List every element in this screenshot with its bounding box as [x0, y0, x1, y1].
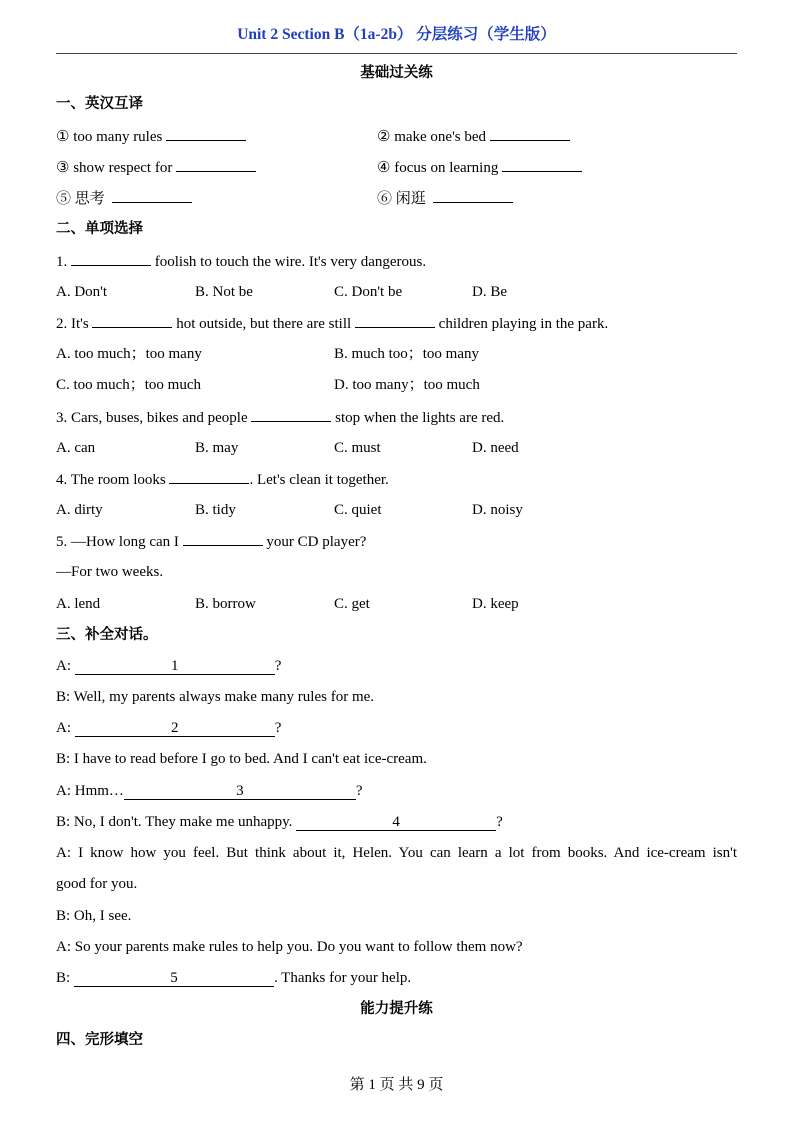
q1-option-d[interactable]: D. Be	[472, 284, 507, 300]
dialogue-blank-4[interactable]: 4	[296, 814, 496, 831]
q4-option-a[interactable]: A. dirty	[56, 502, 103, 518]
q1-option-b[interactable]: B. Not be	[195, 284, 253, 300]
answer-blank[interactable]	[433, 188, 513, 203]
dialogue-blank-2[interactable]: 2	[75, 720, 275, 737]
answer-blank[interactable]	[355, 313, 435, 328]
dialogue-blank-3[interactable]: 3	[124, 783, 356, 800]
answer-blank[interactable]	[166, 126, 246, 141]
dialogue-line-5: A: Hmm… 3 ?	[56, 783, 363, 799]
dialogue-line-9: B: Oh, I see.	[56, 908, 132, 924]
q3-option-c[interactable]: C. must	[334, 440, 381, 456]
part4-heading: 四、完形填空	[56, 1032, 143, 1048]
q1-option-c[interactable]: C. Don't be	[334, 284, 403, 300]
part1-heading: 一、英汉互译	[56, 96, 143, 112]
page-header: Unit 2 Section B（1a-2b） 分层练习（学生版）	[237, 26, 556, 43]
dialogue-blank-5[interactable]: 5	[74, 970, 274, 987]
answer-blank[interactable]	[183, 531, 263, 546]
q5-option-b[interactable]: B. borrow	[195, 596, 256, 612]
q3-option-b[interactable]: B. may	[195, 440, 239, 456]
q3-option-a[interactable]: A. can	[56, 440, 96, 456]
dialogue-line-2: B: Well, my parents always make many rules for me.	[56, 689, 375, 705]
answer-blank[interactable]	[112, 188, 192, 203]
part3-heading: 三、补全对话。	[56, 627, 158, 643]
dialogue-line-8: good for you.	[56, 876, 138, 892]
answer-blank[interactable]	[176, 157, 256, 172]
answer-blank[interactable]	[169, 469, 249, 484]
answer-blank[interactable]	[502, 157, 582, 172]
dialogue-line-10: A: So your parents make rules to help you. Do you want to follow them now?	[56, 939, 523, 955]
q2-option-d[interactable]: D. too many；too much	[334, 377, 480, 393]
part1-item-2: ② make one's bed	[377, 126, 570, 147]
header-divider	[56, 53, 737, 54]
q3-stem: 3. Cars, buses, bikes and people stop when the lights are red.	[56, 407, 504, 428]
section-title-advanced: 能力提升练	[360, 1001, 433, 1017]
answer-blank[interactable]	[92, 313, 172, 328]
dialogue-line-4: B: I have to read before I go to bed. And I can't eat ice-cream.	[56, 751, 427, 767]
part2-heading: 二、单项选择	[56, 221, 143, 237]
part1-item-4: ④ focus on learning	[377, 157, 582, 178]
q4-option-d[interactable]: D. noisy	[472, 502, 523, 518]
dialogue-line-11: B: 5 . Thanks for your help.	[56, 970, 412, 986]
q4-stem: 4. The room looks . Let's clean it together.	[56, 469, 389, 490]
part1-item-5: ⑤ 思考	[56, 188, 192, 209]
dialogue-line-1: A: 1 ?	[56, 658, 282, 674]
page-footer: 第 1 页 共 9 页	[349, 1077, 444, 1093]
q5-reply: —For two weeks.	[56, 564, 164, 580]
part1-item-6: ⑥ 闲逛	[377, 188, 513, 209]
q1-option-a[interactable]: A. Don't	[56, 284, 108, 300]
section-title-basic: 基础过关练	[360, 65, 433, 81]
q2-option-a[interactable]: A. too much；too many	[56, 346, 202, 362]
q5-stem: 5. —How long can I your CD player?	[56, 531, 366, 552]
q4-option-b[interactable]: B. tidy	[195, 502, 236, 518]
q2-option-b[interactable]: B. much too；too many	[334, 346, 479, 362]
q3-option-d[interactable]: D. need	[472, 440, 519, 456]
part1-item-1: ① too many rules	[56, 126, 246, 147]
q2-stem: 2. It's hot outside, but there are still children playing in the park.	[56, 313, 608, 334]
q5-option-d[interactable]: D. keep	[472, 596, 519, 612]
dialogue-line-6: B: No, I don't. They make me unhappy. 4 ?	[56, 814, 503, 830]
q1-stem: 1. foolish to touch the wire. It's very dangerous.	[56, 251, 426, 272]
q2-option-c[interactable]: C. too much；too much	[56, 377, 201, 393]
answer-blank[interactable]	[251, 407, 331, 422]
dialogue-blank-1[interactable]: 1	[75, 658, 275, 675]
dialogue-line-3: A: 2 ?	[56, 720, 282, 736]
q4-option-c[interactable]: C. quiet	[334, 502, 382, 518]
answer-blank[interactable]	[490, 126, 570, 141]
part1-item-3: ③ show respect for	[56, 157, 256, 178]
q5-option-c[interactable]: C. get	[334, 596, 370, 612]
answer-blank[interactable]	[71, 251, 151, 266]
q5-option-a[interactable]: A. lend	[56, 596, 101, 612]
dialogue-line-7: A: I know how you feel. But think about it, Helen. You can learn a lot from books. And ice-cream isn't	[56, 845, 737, 861]
